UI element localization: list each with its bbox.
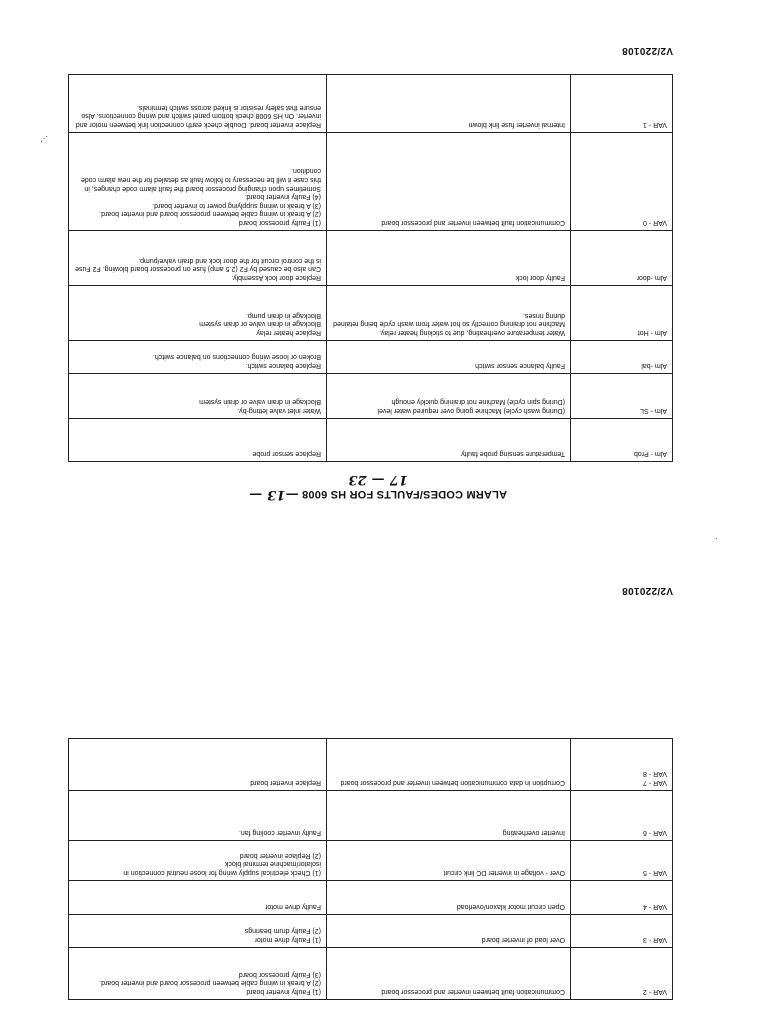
alarm-code-cell bbox=[571, 374, 673, 419]
cell-text: Communication fault between inverter and processor board bbox=[381, 988, 565, 995]
cell-text: (1) Faulty drive motor (2) Faulty drum bearings bbox=[244, 927, 321, 943]
fault-description-cell bbox=[327, 791, 571, 841]
cell-text: Corruption in data communication between inverter and processor board bbox=[340, 779, 565, 786]
version-label-2: V2/220108 bbox=[621, 585, 673, 596]
cell-text: (During wash cycle) Machine going over required water level (During spin cycle) Machine not draining quickly enough bbox=[377, 398, 565, 414]
remedy-cell bbox=[69, 841, 327, 881]
cell-text: Faulty drive motor bbox=[264, 903, 321, 910]
alarm-table-1 bbox=[68, 74, 673, 462]
cell-text: Alm -door bbox=[636, 274, 667, 281]
cell-text: Replace inverter board. Double check earth connection link between motor and inverter. On HS 6008 check bottom panel switch and wiring connections. Also ensure that safety resistor is linked across switch terminals. bbox=[75, 103, 321, 128]
remedy-cell bbox=[69, 286, 327, 341]
alarm-table-2 bbox=[68, 738, 673, 1000]
cell-text: VAR - 7 VAR - 8 bbox=[643, 770, 667, 786]
cell-text: Replace door lock Assembly. Can also be caused by F2 (2.5 amp) fuse on processor board blowing. F2 Fuse is the control circuit for the door lock and drain valve/pump. bbox=[75, 256, 321, 281]
alarm-code-cell bbox=[571, 341, 673, 374]
alarm-code-cell bbox=[571, 915, 673, 948]
alarm-code-cell bbox=[571, 286, 673, 341]
cell-text: Replace inverter board bbox=[250, 779, 321, 786]
alarm-code-cell bbox=[571, 739, 673, 791]
remedy-cell bbox=[69, 915, 327, 948]
remedy-cell bbox=[69, 739, 327, 791]
fault-description-cell bbox=[327, 915, 571, 948]
cell-text: Replace sensor probe bbox=[252, 450, 321, 457]
cell-text: Replace balance switch. Broken or loose wiring connections on balance switch. bbox=[152, 353, 321, 369]
cell-text: Faulty balance sensor switch bbox=[475, 362, 565, 369]
table-row bbox=[69, 915, 673, 948]
cell-text: VAR - 6 bbox=[643, 829, 667, 836]
table-row bbox=[69, 231, 673, 286]
fault-description-cell bbox=[327, 739, 571, 791]
remedy-cell bbox=[69, 374, 327, 419]
remedy-cell bbox=[69, 133, 327, 231]
remedy-cell bbox=[69, 419, 327, 462]
fault-description-cell bbox=[327, 948, 571, 1000]
cell-text: VAR - 3 bbox=[643, 936, 667, 943]
cell-text: Alm -bal bbox=[641, 362, 667, 369]
cell-text: VAR - 1 bbox=[643, 121, 667, 128]
section1-title bbox=[238, 472, 518, 502]
cell-text: Internal inverter fuse link blown bbox=[468, 121, 565, 128]
cell-text: Inverter overheating bbox=[502, 829, 565, 836]
table-row bbox=[69, 133, 673, 231]
cell-text: (1) Faulty inverter board (2) A break in wiring cable between processor board and inverter board. (3) Faulty processor board bbox=[99, 970, 321, 995]
cell-text: Over load of inverter board bbox=[481, 936, 565, 943]
table-row bbox=[69, 739, 673, 791]
cell-text: Alm - SL bbox=[640, 407, 667, 414]
cell-text: Water inlet valve letting-by. Blockage in drain valve or drain system bbox=[199, 398, 321, 414]
table-row bbox=[69, 286, 673, 341]
cell-text: VAR - 0 bbox=[643, 219, 667, 226]
alarm-code-cell bbox=[571, 881, 673, 915]
cell-text: Faulty door lock bbox=[515, 274, 565, 281]
table-row bbox=[69, 75, 673, 133]
table-row bbox=[69, 948, 673, 1000]
fault-description-cell bbox=[327, 881, 571, 915]
table-row bbox=[69, 374, 673, 419]
alarm-code-cell bbox=[571, 791, 673, 841]
scan-speck: · bbox=[715, 534, 718, 544]
cell-text: Over - voltage in inverter DC link circuit bbox=[443, 869, 565, 876]
cell-text: (1) Faulty processor board (2) A break in wiring cable between processor board and inverter board. (3) A break in wiring supplying power to inverter board. (4) Faulty inverter board. Sometimes upon changing processor board the fault alarm code changes, in this case it will be necessary to follow fault as detailed for the new alarm code condition. bbox=[80, 167, 321, 226]
alarm-code-cell bbox=[571, 419, 673, 462]
table-row bbox=[69, 419, 673, 462]
alarm-code-cell bbox=[571, 133, 673, 231]
scan-speck: .·' bbox=[40, 134, 48, 144]
cell-text: (1) Check electrical supply wiring for loose neutral connection in isolator/machine terminal block (2) Replace inverter board bbox=[123, 851, 321, 876]
alarm-code-cell bbox=[571, 841, 673, 881]
cell-text: VAR - 4 bbox=[643, 903, 667, 910]
section1-title-text: ALARM CODES/FAULTS FOR HS 6008 bbox=[301, 488, 507, 500]
cell-text: Alm - Hot bbox=[637, 329, 667, 336]
cell-text: Open circuit motor klaxon/overload bbox=[456, 903, 565, 910]
table-row bbox=[69, 881, 673, 915]
fault-description-cell bbox=[327, 419, 571, 462]
cell-text: Temperature sensing probe faulty bbox=[461, 450, 565, 457]
remedy-cell bbox=[69, 948, 327, 1000]
fault-description-cell bbox=[327, 75, 571, 133]
cell-text: Communication fault between inverter and processor board bbox=[381, 219, 565, 226]
cell-text: Replace heater relay Blockage in drain valve or drain system Blockage in drain pump. bbox=[199, 311, 321, 336]
cell-text: VAR - 5 bbox=[643, 869, 667, 876]
alarm-code-cell bbox=[571, 231, 673, 286]
cell-text: Faulty inverter cooling fan. bbox=[238, 829, 321, 836]
remedy-cell bbox=[69, 75, 327, 133]
fault-description-cell bbox=[327, 841, 571, 881]
table-row bbox=[69, 341, 673, 374]
fault-description-cell bbox=[327, 286, 571, 341]
alarm-code-cell bbox=[571, 75, 673, 133]
fault-description-cell bbox=[327, 341, 571, 374]
table-row bbox=[69, 791, 673, 841]
handwritten-codes: —13 — 17 — 23 bbox=[249, 472, 408, 502]
remedy-cell bbox=[69, 881, 327, 915]
remedy-cell bbox=[69, 791, 327, 841]
alarm-code-cell bbox=[571, 948, 673, 1000]
remedy-cell bbox=[69, 231, 327, 286]
cell-text: Alm - Prob bbox=[633, 450, 667, 457]
fault-description-cell bbox=[327, 231, 571, 286]
cell-text: VAR - 2 bbox=[643, 988, 667, 995]
version-label-1: V2/220108 bbox=[621, 45, 673, 56]
fault-description-cell bbox=[327, 374, 571, 419]
fault-description-cell bbox=[327, 133, 571, 231]
table-row bbox=[69, 841, 673, 881]
cell-text: Water temperature overheating, due to sticking heater relay. Machine not draining correctly so hot water from wash cycle being retained during rinses. bbox=[333, 311, 565, 336]
remedy-cell bbox=[69, 341, 327, 374]
